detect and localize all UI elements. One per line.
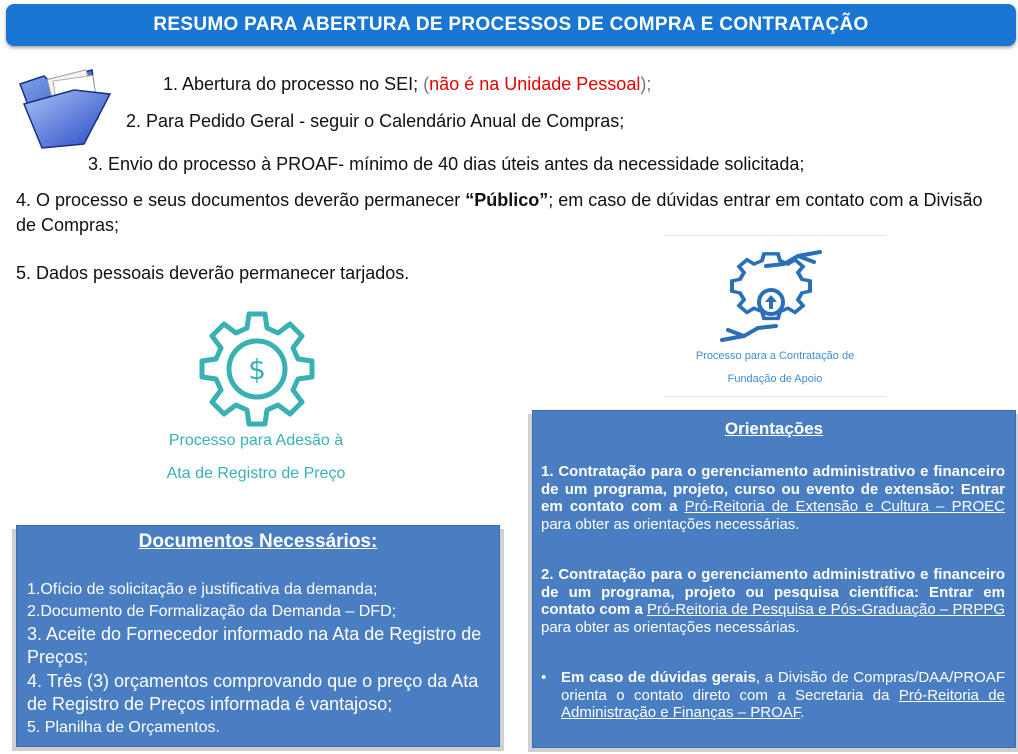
step-1-paren-open: ( xyxy=(423,74,430,94)
documentos-title: Documentos Necessários: xyxy=(138,531,378,552)
banner-title: RESUMO PARA ABERTURA DE PROCESSOS DE COMPRA E CONTRATAÇÃO xyxy=(153,14,869,35)
adesao-caption-line2: Ata de Registro de Preço xyxy=(166,465,346,482)
bullet-rest: , a Divisão de Compras/DAA/PROAF orienta o contato direto com a Secretaria da xyxy=(561,669,1005,704)
step-4-text-a: 4. O processo e seus documentos deverão permanecer xyxy=(16,190,466,210)
orientacao-item-1 xyxy=(541,463,1005,533)
doc-item-4: 4. Três (3) orçamentos comprovando que o preço da Ata de Registro de Preços informada é vantajoso; xyxy=(27,671,479,714)
dollar-gear-icon xyxy=(196,308,318,430)
doc-item-3: 3. Aceite do Fornecedor informado na Ata de Registro de Preços; xyxy=(27,624,482,667)
orientacao-bullet-text xyxy=(561,669,1005,722)
hands-gear-icon xyxy=(714,246,828,346)
svg-text:$: $ xyxy=(248,353,266,386)
step-3: 3. Envio do processo à PROAF- mínimo de 40 dias úteis antes da necessidade solicitada; xyxy=(88,154,805,174)
fundacao-card xyxy=(664,235,886,397)
bullet-end: . xyxy=(800,704,805,721)
proec-link[interactable]: Pró-Reitoria de Extensão e Cultura – PROEC xyxy=(684,498,1005,515)
step-1 xyxy=(163,72,651,96)
orientacao-item-2 xyxy=(541,566,1005,636)
bullet-bold: Em caso de dúvidas gerais xyxy=(561,669,756,686)
doc-item-2: 2.Documento de Formalização da Demanda – DFD; xyxy=(27,603,397,620)
bullet-dot-icon: • xyxy=(541,669,547,686)
title-banner xyxy=(6,4,1016,46)
step-4-bold: “Público” xyxy=(465,190,549,210)
adesao-caption-line1: Processo para Adesão à xyxy=(168,432,344,449)
fundacao-caption-line1: Processo para a Contratação de xyxy=(695,350,855,362)
step-4-text-b: ; em caso de dúvidas entrar em contato com a Divisão de Compras; xyxy=(16,190,983,235)
orientacao-2-rest: para obter as orientações necessárias. xyxy=(541,618,800,636)
folder-icon xyxy=(14,64,114,150)
step-4 xyxy=(16,188,1006,238)
orientacoes-title: Orientações xyxy=(724,419,824,438)
prppg-link[interactable]: Pró-Reitoria de Pesquisa e Pós-Graduação – PRPPG xyxy=(647,601,1005,618)
step-5: 5. Dados pessoais deverão permanecer tarjados. xyxy=(16,263,410,283)
doc-item-5: 5. Planilha de Orçamentos. xyxy=(27,719,220,736)
step-1-paren-close: ); xyxy=(640,74,652,94)
fundacao-caption-line2: Fundação de Apoio xyxy=(727,373,823,385)
documentos-panel xyxy=(16,525,500,747)
orientacao-1-bold: 1. Contratação para o gerenciamento administrativo e financeiro de um programa, projeto, curso ou evento de extensão: Entrar em contato com a xyxy=(541,463,1005,515)
orientacao-2-bold: 2. Contratação para o gerenciamento administrativo e financeiro de um programa, projeto ou pesquisa científica: Entrar em contato com a xyxy=(541,566,1005,618)
step-1-text: 1. Abertura do processo no SEI; xyxy=(163,74,419,94)
orientacao-1-rest: para obter as orientações necessárias. xyxy=(541,515,800,533)
step-1-warning: não é na Unidade Pessoal xyxy=(429,74,641,94)
doc-item-1: 1.Ofício de solicitação e justificativa da demanda; xyxy=(27,581,378,598)
proaf-link[interactable]: Pró-Reitoria de Administração e Finanças – PROAF xyxy=(561,686,1005,721)
step-2: 2. Para Pedido Geral - seguir o Calendário Anual de Compras; xyxy=(126,111,625,131)
orientacoes-panel xyxy=(532,410,1016,748)
